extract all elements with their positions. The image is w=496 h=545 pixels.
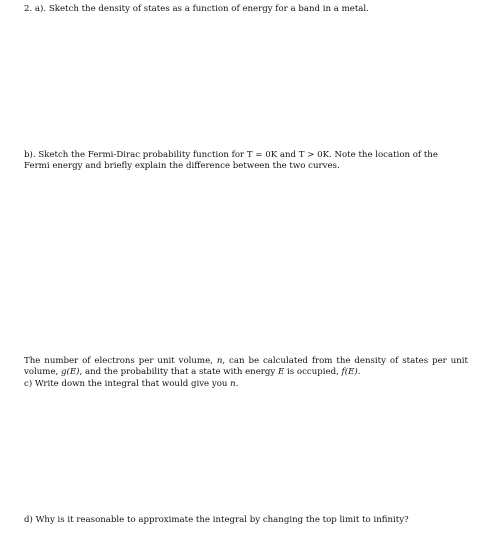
intro-line-1: The number of electrons per unit volume, n, can be calculated from the density of states per unit: [24, 356, 468, 366]
question-2c: [24, 379, 464, 390]
intro-line-2: volume, g(E), and the probability that a state with energy E is occupied, f(E).: [24, 367, 361, 378]
variable-e: E: [278, 367, 285, 378]
variable-n: n: [216, 356, 223, 366]
question-2b: [24, 150, 454, 172]
question-2d-text: d) Why is it reasonable to approximate the integral by changing the top limit to infinity?: [24, 515, 409, 525]
variable-g-of-e: g(E): [61, 367, 80, 378]
question-2d: [24, 515, 464, 526]
question-2c-text: c) Write down the integral that would give you n.: [24, 379, 239, 389]
variable-n-c: n: [230, 379, 236, 389]
electron-density-intro: [24, 356, 468, 378]
question-2a: [24, 4, 464, 15]
question-2b-line-2: Fermi energy and briefly explain the difference between the two curves.: [24, 161, 340, 172]
question-2a-text: 2. a). Sketch the density of states as a function of energy for a band in a metal.: [24, 4, 369, 14]
question-2b-line-1: b). Sketch the Fermi-Dirac probability function for T = 0K and T > 0K. Note the location of the: [24, 150, 438, 160]
variable-f-of-e: f(E): [341, 367, 358, 378]
